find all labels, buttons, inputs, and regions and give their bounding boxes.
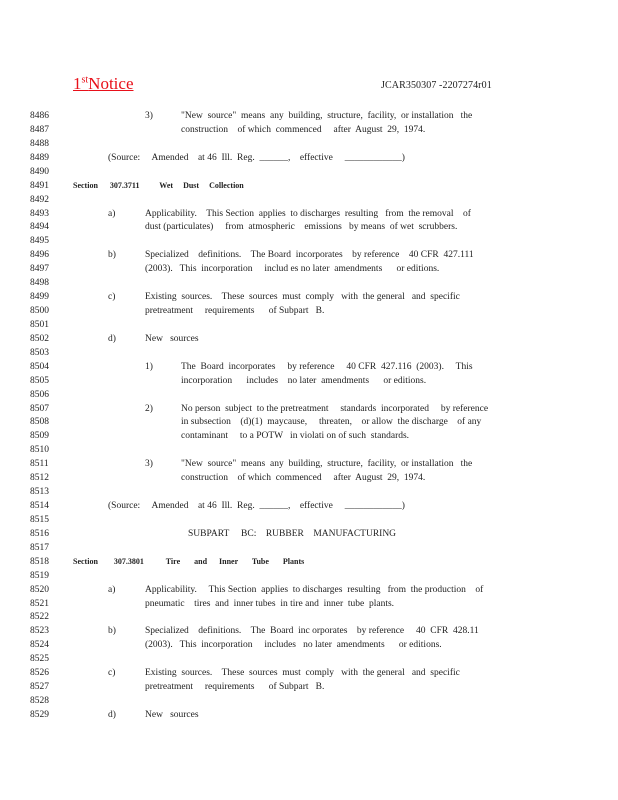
text-line: b) [108,626,116,637]
notice-word: Notice [88,74,134,93]
line-number: 8500 [30,306,49,317]
line-number: 8497 [30,264,49,275]
line-number: 8516 [30,528,49,539]
line-number: 8498 [30,278,49,289]
line-number: 8499 [30,292,49,303]
text-line: b) [108,250,116,261]
text-line: 2) [145,403,153,414]
text-line: pretreatment requirements of Subpart B. [145,306,325,317]
text-line: Specialized definitions. The Board inc orporates by reference 40 CFR 428.11 [145,626,479,637]
text-line: (Source: Amended at 46 Ill. Reg. ______, effective ____________) [108,501,405,512]
line-number: 8522 [30,612,49,623]
line-number: 8501 [30,319,49,330]
line-number: 8509 [30,431,49,442]
line-number: 8514 [30,501,49,512]
text-line: (Source: Amended at 46 Ill. Reg. ______, effective ____________) [108,152,405,163]
line-number: 8488 [30,138,49,149]
notice-ordinal: 1 [73,74,82,93]
line-number: 8505 [30,375,49,386]
text-line: construction of which commenced after August 29, 1974. [181,124,426,135]
line-number: 8492 [30,194,49,205]
line-number: 8487 [30,124,49,135]
line-number: 8517 [30,542,49,553]
text-line: pneumatic tires and inner tubes in tire and inner tube plants. [145,598,395,609]
line-number: 8486 [30,111,49,121]
line-number: 8526 [30,668,49,679]
text-line: a) [108,584,116,595]
line-number: 8490 [30,166,49,177]
text-line: The Board incorporates by reference 40 CFR 427.116 (2003). This [181,361,473,372]
line-number: 8519 [30,570,49,581]
text-line: c) [108,668,116,679]
line-number: 8508 [30,417,49,428]
line-number: 8511 [30,459,49,470]
text-line: d) [108,333,116,344]
line-number: 8506 [30,389,49,400]
line-number: 8515 [30,514,49,525]
section-heading: Section 307.3801 Tire and Inner Tube Plants [73,556,305,566]
text-line: a) [108,208,116,219]
line-number: 8503 [30,347,49,358]
line-number: 8524 [30,640,49,651]
text-line: incorporation includes no later amendments or editions. [181,375,427,386]
text-line: Applicability. This Section applies to discharges resulting from the removal of [145,208,471,219]
text-line: Existing sources. These sources must comply with the general and specific [145,292,460,303]
text-line: pretreatment requirements of Subpart B. [145,682,325,693]
text-line: (2003). This incorporation includes no later amendments or editions. [145,640,442,651]
line-number: 8496 [30,250,49,261]
text-line: contaminant to a POTW in violati on of such standards. [181,431,410,442]
notice-heading [73,74,152,94]
notice-ordinal-suffix: st [81,74,89,86]
line-number: 8495 [30,236,49,247]
text-line: "New source" means any building, structure, facility, or installation the [181,111,473,121]
line-number: 8507 [30,403,49,414]
line-number: 8493 [30,208,49,219]
text-line: Applicability. This Section applies to discharges resulting from the production of [145,584,484,595]
text-line: construction of which commenced after August 29, 1974. [181,473,426,484]
text-line: "New source" means any building, structure, facility, or installation the [181,459,473,470]
line-number: 8512 [30,473,49,484]
text-line: 3) [145,459,153,470]
text-line: SUBPART BC: RUBBER MANUFACTURING [188,528,397,539]
document-id: JCAR350307 -2207274r01 [381,80,492,91]
line-number: 8528 [30,696,49,707]
line-number: 8491 [30,180,49,191]
text-line: in subsection (d)(1) maycause, threaten, or allow the discharge of any [181,417,482,428]
line-number: 8529 [30,709,49,720]
line-number: 8521 [30,598,49,609]
section-heading: Section 307.3711 Wet Dust Collection [73,180,244,190]
line-number: 8527 [30,682,49,693]
text-line: New sources [145,333,199,344]
line-number: 8520 [30,584,49,595]
line-number: 8502 [30,333,49,344]
line-number: 8494 [30,222,49,233]
line-number: 8504 [30,361,49,372]
text-line: 1) [145,361,153,372]
line-number: 8518 [30,556,49,567]
text-line: No person subject to the pretreatment standards incorporated by reference [181,403,489,414]
text-line: (2003). This incorporation includ es no later amendments or editions. [145,264,440,275]
line-number: 8510 [30,445,49,456]
text-line: c) [108,292,116,303]
text-line: Specialized definitions. The Board incorporates by reference 40 CFR 427.111 [145,250,474,261]
line-number: 8525 [30,654,49,665]
text-line: Existing sources. These sources must comply with the general and specific [145,668,460,679]
text-line: New sources [145,709,199,720]
line-number: 8523 [30,626,49,637]
text-line: 3) [145,111,153,121]
line-number: 8489 [30,152,49,163]
line-number: 8513 [30,487,49,498]
text-line: d) [108,709,116,720]
text-line: dust (particulates) from atmospheric emissions by means of wet scrubbers. [145,222,458,233]
